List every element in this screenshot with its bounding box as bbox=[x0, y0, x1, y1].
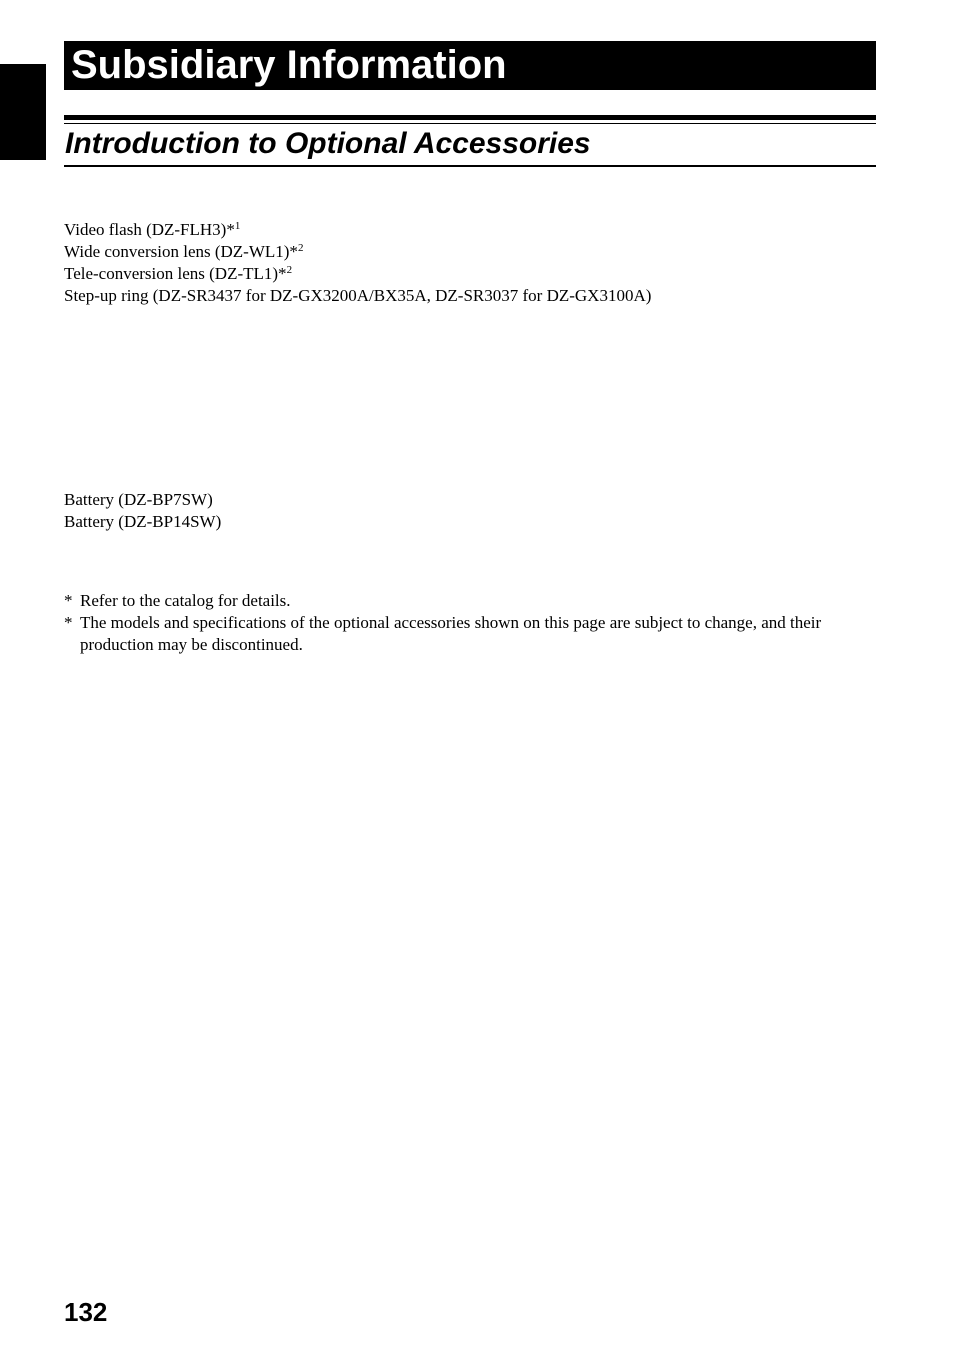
section-title: Introduction to Optional Accessories bbox=[65, 127, 591, 160]
list-item: Battery (DZ-BP14SW) bbox=[64, 512, 222, 531]
footnote: * The models and specifications of the optional accessories shown on this page are subject to change, and their production may be discontinued. bbox=[64, 613, 822, 654]
section-rule-thick bbox=[64, 115, 876, 120]
footnote-mark: * bbox=[64, 591, 73, 610]
footnotes bbox=[64, 590, 876, 656]
section-rule-thin-bottom bbox=[64, 165, 876, 167]
list-item: Tele-conversion lens (DZ-TL1)*$^2$ bbox=[64, 264, 293, 283]
chapter-header-bar bbox=[64, 41, 876, 90]
list-item: Video flash (DZ-FLH3)*$^1$ bbox=[64, 220, 241, 239]
camera-accessory-list bbox=[64, 219, 651, 307]
battery-accessory-list bbox=[64, 489, 221, 533]
chapter-title: Subsidiary Information bbox=[71, 43, 507, 87]
list-item: Battery (DZ-BP7SW) bbox=[64, 490, 213, 509]
chapter-side-tab bbox=[0, 64, 46, 160]
list-item: Step-up ring (DZ-SR3437 for DZ-GX3200A/BX35A, DZ-SR3037 for DZ-GX3100A) bbox=[64, 286, 652, 305]
list-item: Wide conversion lens (DZ-WL1)*$^2$ bbox=[64, 242, 304, 261]
page-number: 132 bbox=[64, 1297, 108, 1327]
footnote: * Refer to the catalog for details. bbox=[64, 591, 291, 610]
footnote-mark: * bbox=[64, 613, 73, 632]
